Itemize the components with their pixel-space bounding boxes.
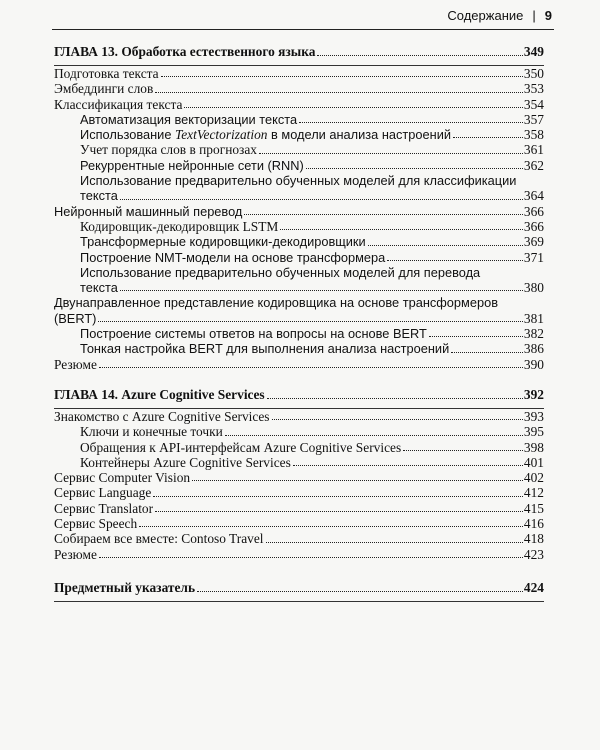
header-separator: | bbox=[532, 8, 536, 23]
toc-entry[interactable]: Построение системы ответов на вопросы на основе BERT 382 bbox=[80, 326, 544, 342]
header-rule bbox=[52, 29, 554, 30]
toc-entry-multiline[interactable]: Использование предварительно обученных моделей для перевода текста 380 bbox=[80, 264, 544, 296]
toc-entry[interactable]: Автоматизация векторизации текста 357 bbox=[80, 111, 544, 127]
running-head bbox=[447, 8, 552, 23]
toc-entry[interactable]: Резюме 390 bbox=[54, 356, 544, 372]
toc-entry[interactable]: Трансформерные кодировщики-декодировщики 369 bbox=[80, 234, 544, 250]
toc-entry[interactable]: Собираем все вместе: Contoso Travel 418 bbox=[54, 531, 544, 547]
toc-entry[interactable]: Нейронный машинный перевод 366 bbox=[54, 203, 544, 219]
toc-entry[interactable]: Сервис Computer Vision 402 bbox=[54, 470, 544, 486]
toc-entry[interactable]: Рекуррентные нейронные сети (RNN) 362 bbox=[80, 157, 544, 173]
section-title: Содержание bbox=[447, 8, 524, 23]
toc-entry[interactable]: Контейнеры Azure Cognitive Services 401 bbox=[80, 454, 544, 470]
table-of-contents bbox=[54, 38, 544, 602]
toc-entry[interactable]: Ключи и конечные точки 395 bbox=[80, 424, 544, 440]
toc-entry[interactable]: Использование TextVectorization в модели анализа настроений 358 bbox=[80, 127, 544, 143]
toc-chapter-14[interactable]: ГЛАВА 14. Azure Cognitive Services 392 bbox=[54, 386, 544, 402]
index-rule bbox=[54, 601, 544, 602]
toc-entry-multiline[interactable]: Двунаправленное представление кодировщика на основе трансформеров (BERT) 381 bbox=[54, 295, 544, 326]
toc-entry[interactable]: Обращения к API-интерфейсам Azure Cognitive Services 398 bbox=[80, 439, 544, 455]
toc-chapter-13[interactable]: ГЛАВА 13. Обработка естественного языка 349 bbox=[54, 44, 544, 59]
toc-entry-multiline[interactable]: Использование предварительно обученных моделей для классификации текста 364 bbox=[80, 173, 544, 204]
toc-entry[interactable]: Сервис Language 412 bbox=[54, 485, 544, 501]
toc-entry[interactable]: Учет порядка слов в прогнозах 361 bbox=[80, 142, 544, 158]
toc-index[interactable]: Предметный указатель 424 bbox=[54, 579, 544, 595]
toc-entry[interactable]: Эмбеддинги слов 353 bbox=[54, 81, 544, 97]
toc-entry[interactable]: Построение NMT-модели на основе трансформера 371 bbox=[80, 249, 544, 265]
toc-entry[interactable]: Подготовка текста 350 bbox=[54, 66, 544, 81]
toc-entry[interactable]: Сервис Speech 416 bbox=[54, 516, 544, 532]
toc-entry[interactable]: Кодировщик-декодировщик LSTM 366 bbox=[80, 218, 544, 234]
toc-entry[interactable]: Классификация текста 354 bbox=[54, 96, 544, 112]
page-number: 9 bbox=[544, 8, 552, 23]
toc-entry[interactable]: Резюме 423 bbox=[54, 546, 544, 562]
toc-entry[interactable]: Сервис Translator 415 bbox=[54, 500, 544, 516]
toc-entry[interactable]: Тонкая настройка BERT для выполнения анализа настроений 386 bbox=[80, 341, 544, 357]
toc-entry[interactable]: Знакомство с Azure Cognitive Services 393 bbox=[54, 408, 544, 424]
